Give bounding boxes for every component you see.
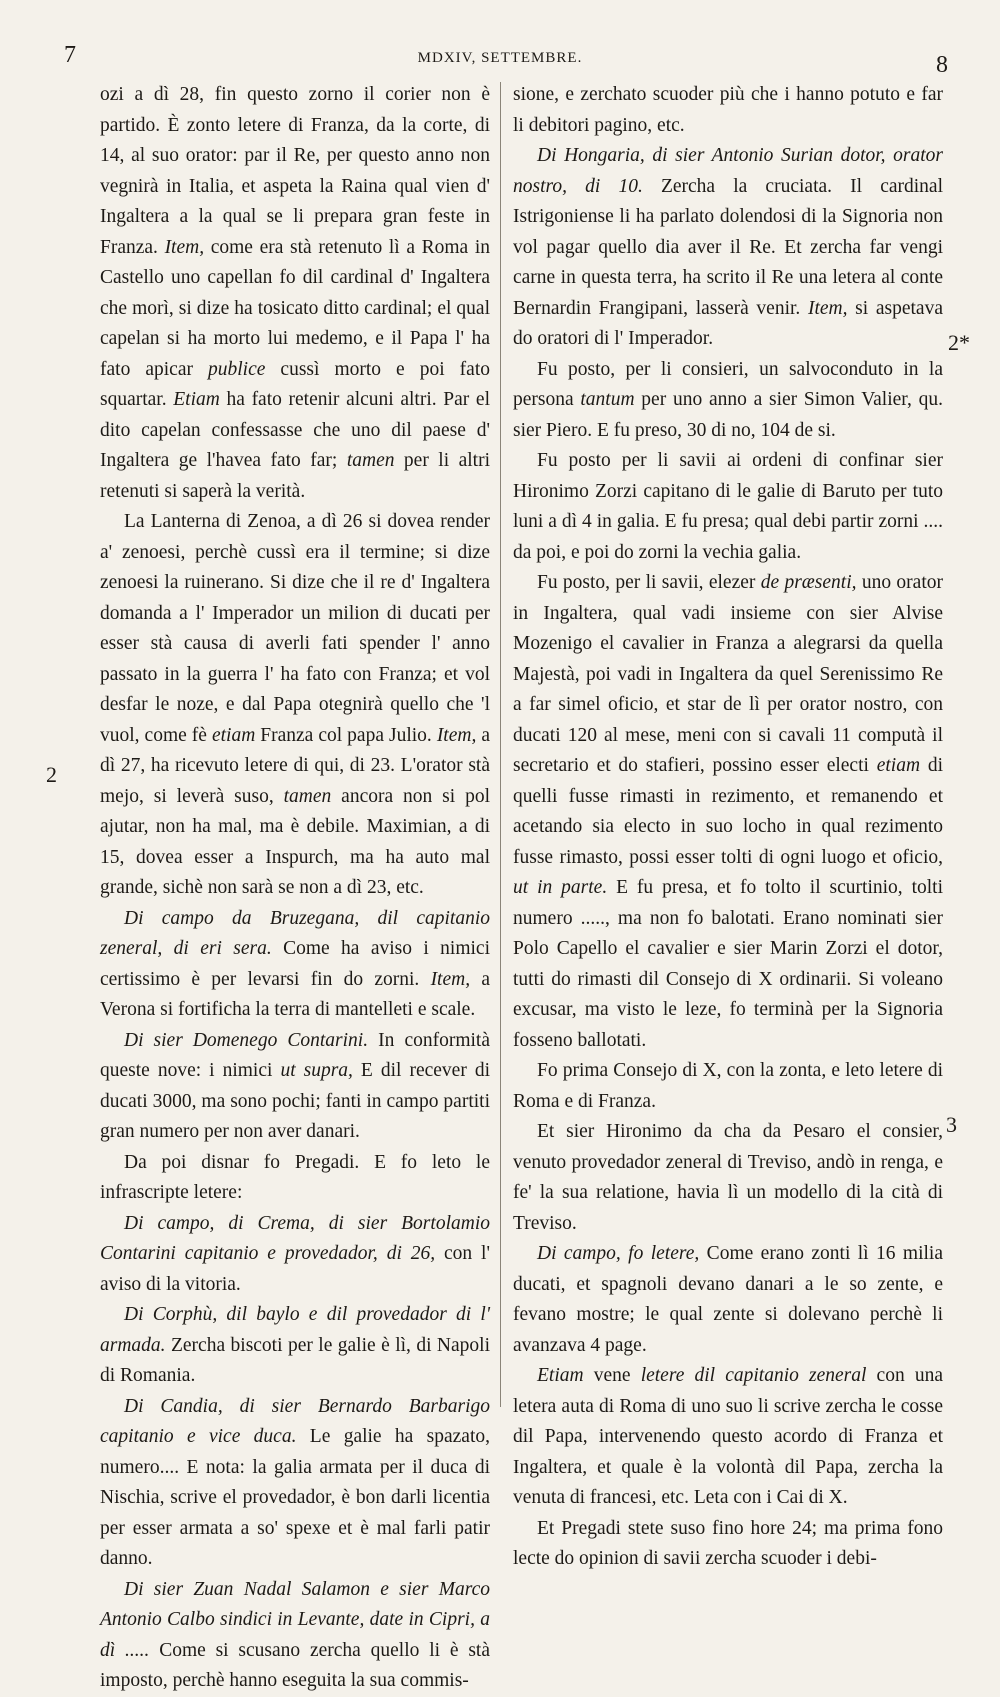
running-header (0, 42, 1000, 82)
margin-number-3: 3 (946, 1112, 957, 1137)
paragraph: Fo prima Consejo di X, con la zonta, e leto letere di Roma e di Franza. (513, 1060, 943, 1112)
page-number-left: 7 (64, 42, 76, 68)
left-column (100, 80, 490, 1697)
running-title: MDXIV, SETTEMBRE. (417, 50, 583, 66)
paragraph: sione, e zerchato scuoder più che i hanno potuto e far li debitori pagino, etc. (513, 84, 943, 136)
paragraph: Di sier Domenego Contarini. In conformità queste nove: i nimici ut supra, E dil recever di ducati 3000, ma sono pochi; fanti in campo partiti gran numero per non aver danari. (100, 1029, 491, 1142)
paragraph: Di Corphù, dil baylo e dil provedador di l' armada. Zercha biscoti per le galie è lì, di Napoli di Romania. (100, 1304, 490, 1386)
paragraph: ozi a dì 28, fin questo zorno il corier non è partido. È zonto letere di Franza, da la corte, di 14, al suo orator: par il Re, per questo anno non vegnirà in Italia, et aspeta la Raina qual vien d' Ingaltera a la qual se li prepara gran feste in Franza. Item, come era stà retenuto lì a Roma in Castello uno capellan fo dil cardinal d' Ingaltera che morì, si dize ha tosicato ditto cardinal; el qual capelan si ha morto lui medemo, e il Papa l' ha fato apicar publice cussì morto e poi fato squartar. Etiam ha fato retenir alcuni altri. Par el dito capelan confessasse che uno dil paese d' Ingaltera ge l'havea fato far; tamen per li altri retenuti si saperà la verità. (100, 84, 491, 502)
paragraph: La Lanterna di Zenoa, a dì 26 si dovea render a' zenoesi, perchè cussì era il termine; si dize zenoesi la ruinerano. Si dize che il re d' Ingaltera domanda a l' Imperador un milion di ducati per esser stà causa di averli fati spender l' anno passato in la guerra l' ha fato con Franza; et vol desfar le noze, e dal Papa otegnirà quello che 'l vuol, come fè etiam Franza col papa Julio. Item, a dì 27, ha ricevuto letere di qui, di 23. L'orator stà mejo, si leverà suso, tamen ancora non si pol ajutar, non ha mal, ma è debile. Maximian, a di 15, dovea esser a Inspurch, ma ha auto mal grande, sichè non sarà se non a dì 23, etc. (100, 511, 491, 898)
paragraph: Etiam vene letere dil capitanio zeneral con una letera auta di Roma di uno suo li scrive zercha le cosse dil Papa, intervenendo questo acordo di Franza et Ingaltera, et quale è la volontà dil Papa, zercha la venuta di francesi, etc. Leta con i Cai di X. (513, 1365, 944, 1508)
margin-number-2-star: 2* (948, 330, 970, 355)
paragraph: Di sier Zuan Nadal Salamon e sier Marco Antonio Calbo sindici in Levante, date in Cipri, a dì ..... Come si scusano zercha quello li è stà imposto, perchè hanno eseguita la sua commis- (100, 1578, 490, 1691)
paragraph: Et Pregadi stete suso fino hore 24; ma prima fono lecte do opinion di savii zercha scuoder i debi- (513, 1517, 943, 1569)
paragraph: Fu posto, per li consieri, un salvoconduto in la persona tantum per uno anno a sier Simon Valier, qu. sier Piero. E fu preso, 30 di no, 104 de si. (513, 358, 943, 441)
paragraph: Fu posto per li savii ai ordeni di confinar sier Hironimo Zorzi capitano di le galie di Baruto per tuto luni a dì 4 in galia. E fu presa; qual debi partir zorni .... da poi, e poi do zorni la vechia galia. (513, 450, 943, 563)
paragraph: Da poi disnar fo Pregadi. E fo leto le infrascripte letere: (100, 1151, 490, 1203)
page-number-right: 8 (936, 52, 948, 78)
paragraph: Di campo da Bruzegana, dil capitanio zeneral, di eri sera. Come ha aviso i nimici certissimo è per levarsi fin do zorni. Item, a Verona si fortificha la terra di mantelleti e scale. (100, 907, 491, 1020)
paragraph: Et sier Hironimo da cha da Pesaro el consier, venuto provedador zeneral di Treviso, andò in renga, e fe' la sua relatione, havia lì un modello di la cità di Treviso. (513, 1121, 943, 1234)
margin-number-2: 2 (46, 762, 57, 787)
paragraph: Di campo, di Crema, di sier Bortolamio Contarini capitanio e provedador, di 26, con l' aviso di la vitoria. (100, 1212, 490, 1295)
paragraph: Di campo, fo letere, Come erano zonti lì 16 milia ducati, et spagnoli devano danari a le so zente, e fevano mostre; le qual zente si dolevano perchè li avanzava 4 page. (513, 1243, 943, 1356)
paragraph: Di Hongaria, di sier Antonio Surian dotor, orator nostro, di 10. Zercha la cruciata. Il cardinal Istrigoniense li ha parlato dolendosi di la Signoria non vol pagar quello dia aver il Re. Et zercha far vengi carne in questa terra, ha scrito il Re una letera al conte Bernardin Frangipani, lasserà venir. Item, si aspetava do oratori di l' Imperador. (513, 145, 943, 349)
column-divider (500, 82, 501, 1407)
right-column (513, 80, 943, 1575)
paragraph: Di Candia, di sier Bernardo Barbarigo capitanio e vice duca. Le galie ha spazato, numero.... E nota: la galia armata per il duca di Nischia, scrive el provedador, è bon darli licentia per esser armata a so' spexe et è mal farli patir danno. (100, 1395, 490, 1569)
paragraph: Fu posto, per li savii, elezer de præsenti, uno orator in Ingaltera, qual vadi insieme con sier Alvise Mozenigo el cavalier in Franza a alegrarsi da quella Majestà, poi vadi in Ingaltera da quel Serenissimo Re a far simel oficio, et star de lì per orator nostro, con ducati 120 al mese, meni con si cavali 11 computà il secretario et do stafieri, possino esser electi etiam di quelli fusse rimasti in rezimento, et remanendo et acetando sia electo in suo locho in qual rezimento fusse rimasto, possi esser tolti di ogni luogo et oficio, ut in parte. E fu presa, et fo tolto il scurtinio, tolti numero ....., ma non fo balotati. Erano nominati sier Polo Capello el cavalier e sier Marin Zorzi el dotor, tutti do rimasti dil Consejo di X ordinarii. Si voleano excusar, ma visto le leze, fo terminà per la Signoria fosseno ballotati. (513, 572, 943, 1051)
